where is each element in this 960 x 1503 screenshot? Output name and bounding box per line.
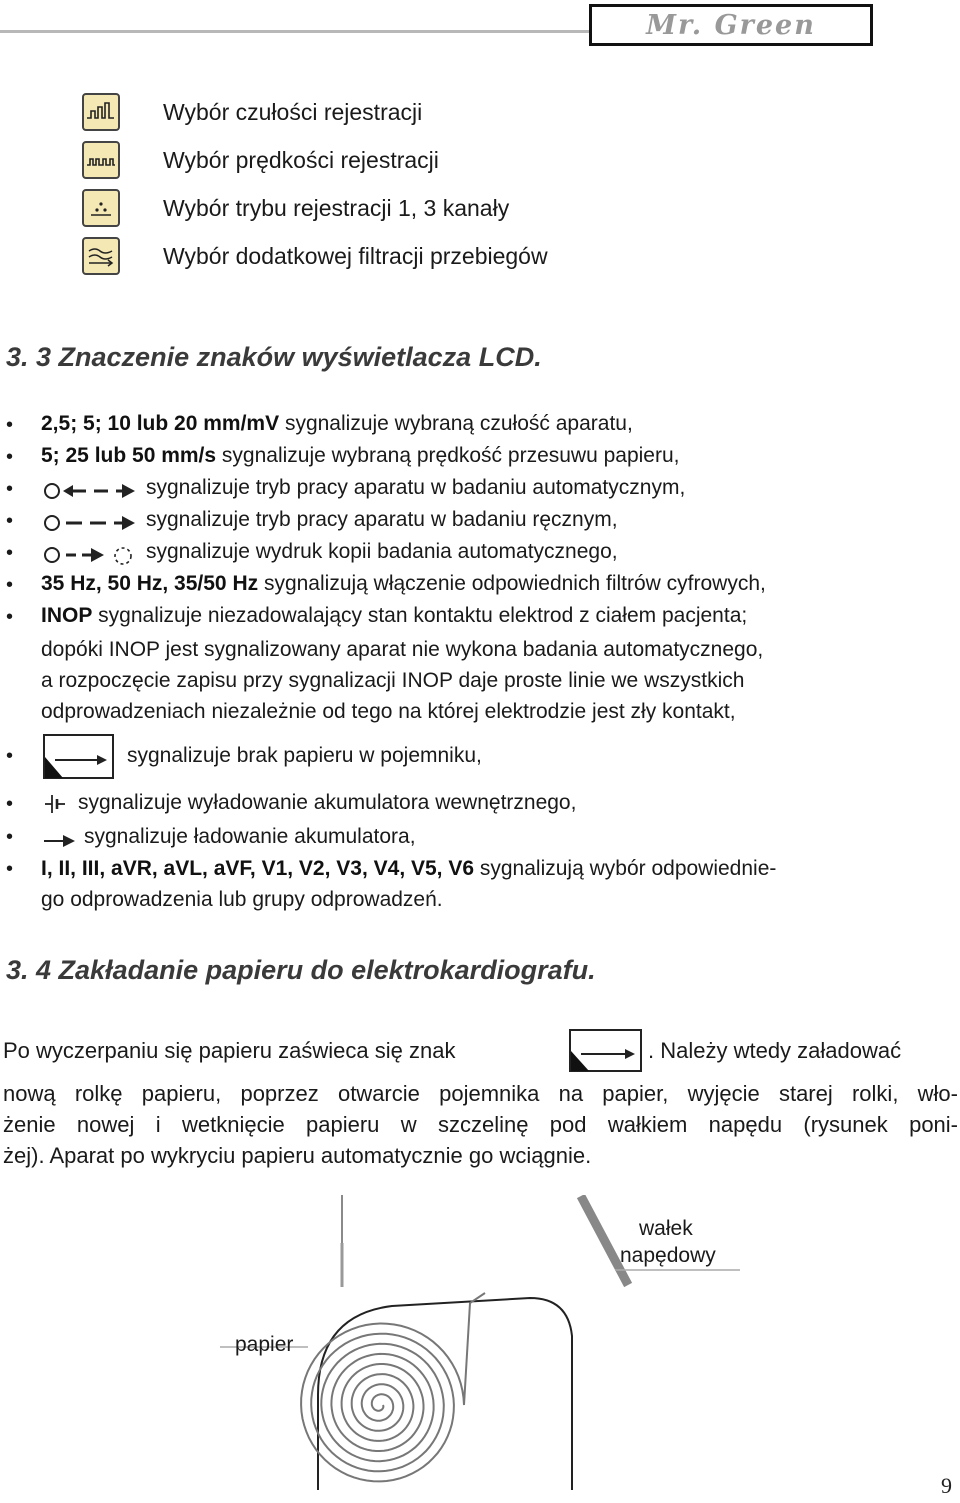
list-item bbox=[41, 443, 680, 469]
key-label-filter: Wybór dodatkowej filtracji przebiegów bbox=[163, 243, 548, 269]
key-label-mode: Wybór trybu rejestracji 1, 3 kanały bbox=[163, 195, 510, 221]
paragraph-line: żenie nowej i wetknięcie papieru w szczelinę pod wałkiem napędu (rysunek poni- bbox=[3, 1112, 958, 1137]
bullet: • bbox=[6, 826, 14, 848]
item-text: sygnalizuje wydruk kopii badania automatycznego, bbox=[146, 540, 618, 563]
no-paper-icon bbox=[43, 734, 115, 780]
bullet: • bbox=[6, 858, 14, 880]
item-text: sygnalizuje ładowanie akumulatora, bbox=[84, 825, 416, 848]
item-text: sygnalizuje brak papieru w pojemniku, bbox=[127, 744, 482, 767]
list-item bbox=[41, 856, 776, 882]
sensitivity-pulse-icon bbox=[82, 93, 120, 131]
paragraph-line: nową rolkę papieru, poprzez otwarcie pojemnika na papier, wyjęcie starej rolki, wło- bbox=[3, 1081, 958, 1106]
bullet: • bbox=[6, 414, 14, 436]
channel-mode-icon bbox=[82, 189, 120, 227]
manual-mode-icon bbox=[42, 510, 138, 534]
item-text: sygnalizuje tryb pracy aparatu w badaniu ręcznym, bbox=[146, 508, 618, 531]
item-continuation: go odprowadzenia lub grupy odprowadzeń. bbox=[41, 888, 443, 911]
page-number: 9 bbox=[941, 1473, 952, 1498]
list-item bbox=[41, 603, 747, 629]
figure-label-paper: papier bbox=[235, 1333, 294, 1356]
brand-name: Mr. Green bbox=[646, 10, 816, 41]
item-text: sygnalizują włączenie odpowiednich filtrów cyfrowych, bbox=[258, 572, 766, 595]
section-3-4-title: 3. 4 Zakładanie papieru do elektrokardiografu. bbox=[6, 955, 596, 985]
item-continuation: dopóki INOP jest sygnalizowany aparat nie wykona badania automatycznego, bbox=[41, 638, 764, 661]
item-continuation: odprowadzeniach niezależnie od tego na której elektrodzie jest zły kontakt, bbox=[41, 700, 736, 723]
bullet: • bbox=[6, 606, 14, 628]
figure-label-roller-line1: wałek bbox=[639, 1217, 693, 1240]
key-label-sensitivity: Wybór czułości rejestracji bbox=[163, 99, 423, 125]
item-continuation: a rozpoczęcie zapisu przy sygnalizacji INOP daje proste linie we wszystkich bbox=[41, 669, 745, 692]
bullet: • bbox=[6, 542, 14, 564]
battery-charging-icon bbox=[43, 832, 77, 850]
copy-print-icon bbox=[42, 542, 138, 566]
auto-mode-icon bbox=[42, 478, 138, 502]
bullet: • bbox=[6, 574, 14, 596]
speed-pulse-icon bbox=[82, 141, 120, 179]
list-item bbox=[41, 411, 633, 437]
bullet: • bbox=[6, 510, 14, 532]
section-3-3-title: 3. 3 Znaczenie znaków wyświetlacza LCD. bbox=[6, 342, 542, 372]
inop-label: INOP bbox=[41, 604, 93, 627]
item-text: sygnalizuje wyładowanie akumulatora wewnętrznego, bbox=[78, 791, 577, 814]
item-text: sygnalizuje tryb pracy aparatu w badaniu automatycznym, bbox=[146, 476, 686, 499]
lead-values: I, II, III, aVR, aVL, aVF, V1, V2, V3, V4, V5, V6 bbox=[41, 857, 475, 880]
item-text: sygnalizuje wybraną prędkość przesuwu papieru, bbox=[216, 444, 680, 467]
bullet: • bbox=[6, 745, 14, 767]
filter-values: 35 Hz, 50 Hz, 35/50 Hz bbox=[41, 572, 259, 595]
list-item bbox=[41, 571, 766, 597]
paragraph-line: . Należy wtedy załadować bbox=[648, 1038, 902, 1063]
header-brand-box bbox=[589, 4, 873, 46]
key-label-speed: Wybór prędkości rejestracji bbox=[163, 147, 439, 173]
item-text: sygnalizuje wybraną czułość aparatu, bbox=[279, 412, 633, 435]
header-rule bbox=[0, 30, 590, 33]
speed-values: 5; 25 lub 50 mm/s bbox=[41, 444, 217, 467]
bullet: • bbox=[6, 478, 14, 500]
paragraph-line: Po wyczerpaniu się papieru zaświeca się znak bbox=[3, 1038, 456, 1063]
sensitivity-values: 2,5; 5; 10 lub 20 mm/mV bbox=[41, 412, 280, 435]
paragraph-line: żej). Aparat po wykryciu papieru automatycznie go wciągnie. bbox=[3, 1143, 592, 1168]
filter-waves-icon bbox=[82, 237, 120, 275]
battery-discharge-icon bbox=[40, 789, 70, 819]
item-text: sygnalizuje niezadowalający stan kontaktu elektrod z ciałem pacjenta; bbox=[92, 604, 748, 627]
figure-label-roller-line2: napędowy bbox=[620, 1244, 716, 1267]
no-paper-icon bbox=[569, 1029, 643, 1073]
bullet: • bbox=[6, 793, 14, 815]
bullet: • bbox=[6, 446, 14, 468]
item-text: sygnalizują wybór odpowiednie- bbox=[474, 857, 777, 880]
